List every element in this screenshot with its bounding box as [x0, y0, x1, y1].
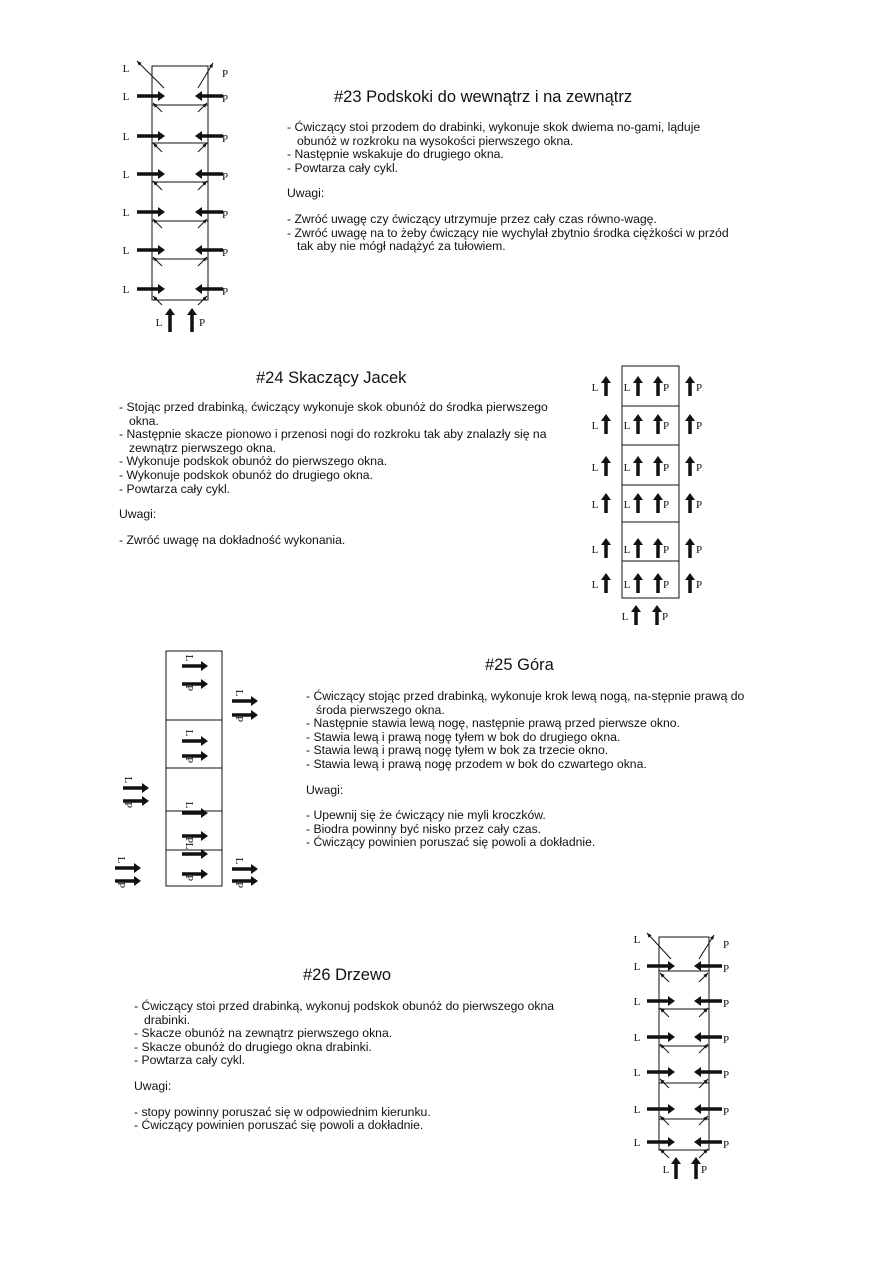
foot-label-left: L	[633, 1067, 641, 1079]
foot-arrow-head	[158, 131, 165, 141]
foot-label-right: P	[695, 544, 703, 556]
foot-label-right: P	[662, 462, 670, 474]
jump-arrow	[137, 61, 164, 88]
foot-arrow-head	[685, 573, 695, 580]
foot-arrow-head	[653, 573, 663, 580]
foot-label-right: P	[221, 133, 229, 145]
foot-label-right: P	[695, 499, 703, 511]
foot-arrow-head	[668, 961, 675, 971]
foot-arrow-head	[685, 493, 695, 500]
foot-label-right: P	[233, 715, 245, 723]
foot-arrow-head	[668, 1067, 675, 1077]
foot-label-right: P	[722, 963, 730, 975]
foot-arrow-head	[633, 493, 643, 500]
foot-label-right: P	[233, 881, 245, 889]
foot-label-left: L	[591, 462, 599, 474]
foot-arrow-head	[601, 493, 611, 500]
note: - Zwróć uwagę na to żeby ćwiczący nie wychylał zbytnio środka ciężkości w przód tak aby nie mógł nadążyć za tułowiem.	[287, 225, 729, 254]
step: - Wykonuje podskok obunóż do drugiego okna.	[119, 467, 373, 482]
step: - Skacze obunóż do drugiego okna drabinki.	[134, 1039, 372, 1054]
foot-arrow-head	[201, 661, 208, 671]
foot-arrow-head	[201, 679, 208, 689]
foot-arrow-head	[251, 864, 258, 874]
foot-label-left: L	[122, 169, 130, 181]
foot-arrow-head	[694, 1104, 701, 1114]
step: - Stawia lewą i prawą nogę przodem w bok do czwartego okna.	[306, 756, 647, 771]
foot-label-left: L	[115, 856, 127, 864]
foot-label-right: P	[695, 420, 703, 432]
foot-label-right: P	[115, 881, 127, 889]
exercise-title-26: #26 Drzewo	[303, 966, 392, 984]
foot-label-right: P	[221, 209, 229, 221]
exercise-body-24	[119, 401, 551, 547]
note: - stopy powinny poruszać się w odpowiednim kierunku.	[134, 1104, 431, 1119]
foot-label-right: P	[662, 499, 670, 511]
foot-arrow-head	[601, 573, 611, 580]
foot-label-right: P	[183, 756, 195, 764]
ladder-diagram-26	[630, 929, 740, 1184]
foot-arrow-head	[633, 414, 643, 421]
foot-label-left: L	[621, 611, 629, 623]
foot-arrow-head	[195, 207, 202, 217]
foot-arrow-head	[201, 869, 208, 879]
foot-label-right: P	[183, 836, 195, 844]
foot-label-left: L	[591, 579, 599, 591]
note: - Upewnij się że ćwiczący nie myli kroczków.	[306, 808, 546, 823]
foot-label-left: L	[591, 382, 599, 394]
foot-arrow-head	[631, 605, 641, 612]
foot-label-left: L	[633, 1137, 641, 1149]
note: - Zwróć uwagę czy ćwiczący utrzymuje przez cały czas równo-wagę.	[287, 211, 657, 226]
foot-label-right: P	[221, 171, 229, 183]
foot-arrow-head	[685, 376, 695, 383]
step: - Stawia lewą i prawą nogę tyłem w bok za trzecie okno.	[306, 743, 609, 758]
foot-arrow-head	[158, 169, 165, 179]
foot-label-left: L	[623, 382, 631, 394]
foot-label-left: L	[623, 499, 631, 511]
foot-arrow-head	[652, 605, 662, 612]
note: - Ćwiczący powinien poruszać się powoli a dokładnie.	[134, 1118, 424, 1133]
foot-label-left: L	[633, 996, 641, 1008]
foot-arrow-head	[668, 1032, 675, 1042]
foot-label-right: P	[700, 1164, 708, 1176]
foot-arrow-head	[601, 376, 611, 383]
foot-label-right: P	[722, 939, 730, 951]
foot-arrow-head	[653, 456, 663, 463]
foot-label-left: L	[233, 857, 245, 865]
exercise-title-25: #25 Góra	[485, 656, 554, 674]
foot-label-right: P	[221, 286, 229, 298]
foot-label-left: L	[623, 420, 631, 432]
foot-arrow-head	[134, 876, 141, 886]
foot-arrow-head	[694, 1137, 701, 1147]
foot-arrow-head	[251, 876, 258, 886]
foot-arrow-head	[158, 207, 165, 217]
foot-arrow-head	[653, 376, 663, 383]
foot-label-left: L	[183, 842, 195, 850]
foot-label-left: L	[591, 499, 599, 511]
notes-label: Uwagi:	[119, 507, 157, 522]
foot-arrow-head	[601, 456, 611, 463]
foot-arrow-head	[668, 1104, 675, 1114]
foot-arrow-head	[142, 783, 149, 793]
foot-label-left: L	[662, 1164, 670, 1176]
foot-label-left: L	[122, 207, 130, 219]
foot-label-right: P	[695, 579, 703, 591]
step: - Skacze obunóż na zewnątrz pierwszego okna.	[134, 1026, 393, 1041]
foot-arrow-head	[601, 538, 611, 545]
foot-label-left: L	[122, 284, 130, 296]
step: - Następnie skacze pionowo i przenosi nogi do rozkroku tak aby znalazły się na zewnątrz pierwszego okna.	[119, 427, 547, 455]
foot-arrow-head	[195, 91, 202, 101]
foot-arrow-head	[633, 538, 643, 545]
step: - Ćwiczący stoi przed drabinką, wykonuj podskok obunóż do pierwszego okna drabinki.	[134, 999, 555, 1027]
foot-label-right: P	[221, 68, 229, 80]
step: - Ćwiczący stoi przodem do drabinki, wykonuje skok dwiema no-gami, ląduje obunóż w rozkroku na wysokości pierwszego okna.	[287, 120, 701, 148]
step: - Ćwiczący stojąc przed drabinką, wykonuje krok lewą nogą, na-stępnie prawą do środa pierwszego okna.	[306, 689, 745, 717]
foot-label-left: L	[633, 1104, 641, 1116]
foot-label-right: P	[722, 998, 730, 1010]
foot-label-right: P	[662, 579, 670, 591]
foot-arrow-head	[195, 131, 202, 141]
foot-label-right: P	[661, 611, 669, 623]
exercise-body-25	[306, 690, 746, 850]
foot-label-left: L	[623, 544, 631, 556]
step: - Powtarza cały cykl.	[119, 481, 231, 496]
step: - Następnie wskakuje do drugiego okna.	[287, 147, 504, 162]
ladder-frame	[622, 366, 679, 598]
foot-arrow-head	[251, 710, 258, 720]
foot-label-right: P	[221, 247, 229, 259]
foot-label-left: L	[623, 462, 631, 474]
foot-arrow-head	[165, 308, 175, 315]
foot-label-left: L	[155, 317, 163, 329]
foot-label-left: L	[183, 801, 195, 809]
ladder-frame	[659, 937, 709, 1150]
foot-label-left: L	[633, 961, 641, 973]
step: - Stawia lewą i prawą nogę tyłem w bok do drugiego okna.	[306, 729, 621, 744]
foot-arrow-head	[685, 456, 695, 463]
exercise-body-23	[287, 121, 737, 254]
exercise-title-23: #23 Podskoki do wewnątrz i na zewnątrz	[334, 88, 633, 106]
foot-label-right: P	[722, 1034, 730, 1046]
notes-label: Uwagi:	[287, 186, 325, 201]
step: - Następnie stawia lewą nogę, następnie prawą przed pierwsze okno.	[306, 716, 680, 731]
note: - Biodra powinny być nisko przez cały czas.	[306, 821, 542, 836]
foot-arrow-head	[158, 284, 165, 294]
foot-arrow-head	[653, 493, 663, 500]
note: - Zwróć uwagę na dokładność wykonania.	[119, 532, 346, 547]
foot-label-left: L	[591, 544, 599, 556]
foot-label-right: P	[183, 874, 195, 882]
foot-arrow-head	[694, 1067, 701, 1077]
foot-label-left: L	[591, 420, 599, 432]
step: - Stojąc przed drabinką, ćwiczący wykonuje skok obunóż do środka pierwszego okna.	[119, 400, 548, 428]
exercise-title-24: #24 Skaczący Jacek	[256, 369, 407, 387]
foot-label-left: L	[122, 131, 130, 143]
foot-arrow-head	[653, 414, 663, 421]
foot-arrow-head	[201, 751, 208, 761]
foot-label-right: P	[662, 420, 670, 432]
foot-arrow-head	[633, 456, 643, 463]
foot-label-right: P	[221, 93, 229, 105]
foot-arrow-head	[633, 573, 643, 580]
foot-arrow-head	[694, 961, 701, 971]
foot-arrow-head	[134, 863, 141, 873]
foot-arrow-head	[694, 996, 701, 1006]
foot-label-left: L	[122, 245, 130, 257]
foot-arrow-head	[685, 414, 695, 421]
step: - Powtarza cały cykl.	[134, 1053, 246, 1068]
foot-arrow-head	[601, 414, 611, 421]
foot-label-left: L	[122, 63, 130, 75]
foot-arrow-head	[201, 831, 208, 841]
foot-arrow-head	[694, 1032, 701, 1042]
foot-label-left: L	[623, 579, 631, 591]
foot-arrow-head	[158, 91, 165, 101]
notes-label: Uwagi:	[306, 782, 344, 797]
foot-label-left: L	[122, 776, 134, 784]
notes-label: Uwagi:	[134, 1078, 172, 1093]
foot-arrow-head	[668, 1137, 675, 1147]
foot-label-right: P	[722, 1139, 730, 1151]
foot-label-right: P	[695, 382, 703, 394]
ladder-diagram-24	[586, 362, 716, 632]
foot-label-right: P	[722, 1106, 730, 1118]
foot-label-right: P	[695, 462, 703, 474]
foot-arrow-head	[195, 169, 202, 179]
foot-arrow-head	[142, 796, 149, 806]
foot-label-right: P	[183, 684, 195, 692]
foot-arrow-head	[201, 808, 208, 818]
foot-label-right: P	[722, 1069, 730, 1081]
foot-label-left: L	[633, 1032, 641, 1044]
foot-arrow-head	[668, 996, 675, 1006]
foot-label-right: P	[122, 801, 134, 809]
foot-label-left: L	[122, 91, 130, 103]
foot-label-left: L	[633, 934, 641, 946]
foot-arrow-head	[633, 376, 643, 383]
foot-label-left: L	[183, 729, 195, 737]
foot-arrow-head	[201, 736, 208, 746]
foot-label-right: P	[662, 382, 670, 394]
exercise-body-26	[134, 1000, 554, 1133]
foot-arrow-head	[187, 308, 197, 315]
ladder-diagram-25	[112, 648, 272, 893]
note: - Ćwiczący powinien poruszać się powoli a dokładnie.	[306, 835, 596, 850]
foot-arrow-head	[251, 696, 258, 706]
ladder-diagram-23	[115, 58, 245, 348]
foot-arrow-head	[195, 284, 202, 294]
foot-arrow-head	[195, 245, 202, 255]
foot-arrow-head	[653, 538, 663, 545]
foot-label-right: P	[662, 544, 670, 556]
foot-arrow-head	[671, 1157, 681, 1164]
step: - Powtarza cały cykl.	[287, 160, 399, 175]
foot-arrow-head	[158, 245, 165, 255]
step: - Wykonuje podskok obunóż do pierwszego okna.	[119, 454, 388, 469]
foot-arrow-head	[685, 538, 695, 545]
foot-label-right: P	[198, 317, 206, 329]
foot-label-left: L	[233, 689, 245, 697]
foot-label-left: L	[183, 654, 195, 662]
